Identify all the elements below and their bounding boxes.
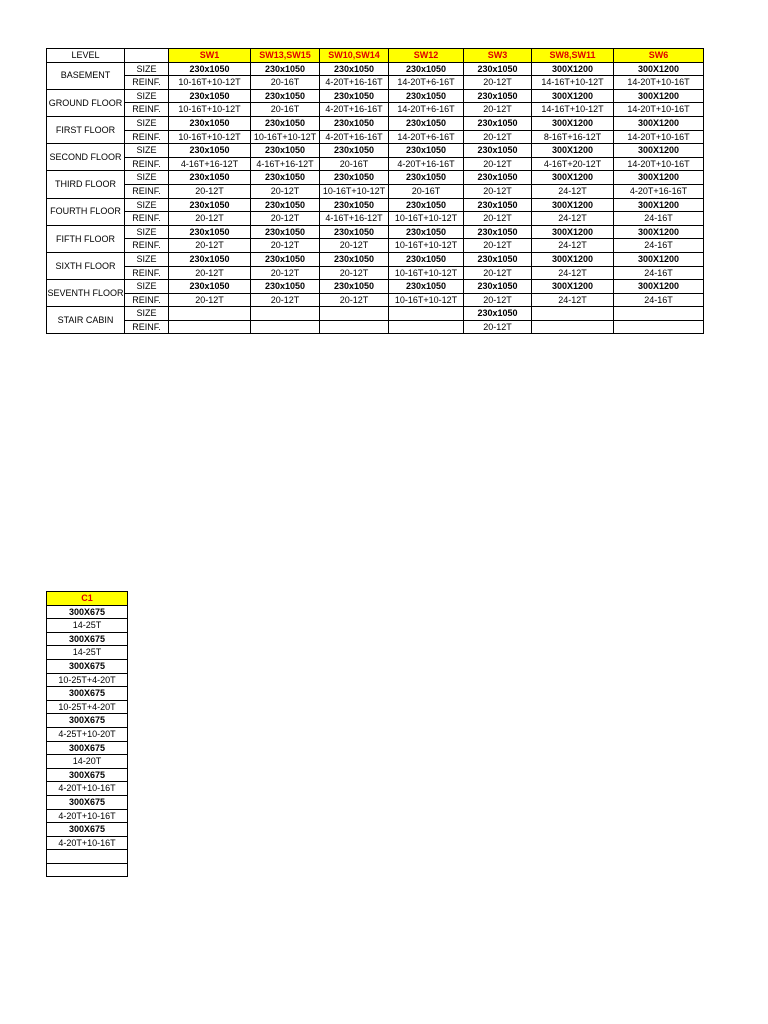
row-type-cell: SIZE xyxy=(125,89,169,103)
row-type-cell: SIZE xyxy=(125,198,169,212)
column-table-header-row xyxy=(47,592,128,606)
size-cell: 230x1050 xyxy=(389,116,464,130)
row-type-cell: SIZE xyxy=(125,171,169,185)
column-header: SW12 xyxy=(389,49,464,63)
reinf-row xyxy=(47,157,704,171)
level-name-cell: BASEMENT xyxy=(47,62,125,89)
column-header: SW1 xyxy=(169,49,251,63)
reinf-cell xyxy=(389,320,464,334)
reinf-row xyxy=(47,266,704,280)
size-cell: 230x1050 xyxy=(464,252,532,266)
reinf-cell: 4-16T+16-12T xyxy=(169,157,251,171)
size-cell: 300X1200 xyxy=(532,198,614,212)
reinf-cell: 14-20T+10-16T xyxy=(614,157,704,171)
row-type-cell: SIZE xyxy=(125,116,169,130)
reinf-cell: 24-12T xyxy=(532,239,614,253)
size-cell: 230x1050 xyxy=(389,252,464,266)
level-name-cell: SECOND FLOOR xyxy=(47,144,125,171)
reinf-cell: 4-20T+16-16T xyxy=(320,130,389,144)
reinf-row xyxy=(47,184,704,198)
reinf-cell: 20-12T xyxy=(320,239,389,253)
reinf-cell: 4-16T+16-12T xyxy=(251,157,320,171)
reinf-row xyxy=(47,293,704,307)
size-cell: 230x1050 xyxy=(169,280,251,294)
level-name-cell: FIRST FLOOR xyxy=(47,116,125,143)
size-cell: 230x1050 xyxy=(320,198,389,212)
size-cell: 300X1200 xyxy=(532,280,614,294)
column-table-row xyxy=(47,687,128,701)
column-table-cell: 300X675 xyxy=(47,714,128,728)
size-cell: 300X1200 xyxy=(532,116,614,130)
size-cell: 230x1050 xyxy=(389,144,464,158)
column-table-row xyxy=(47,632,128,646)
reinf-cell: 10-16T+10-12T xyxy=(169,103,251,117)
reinf-cell: 24-12T xyxy=(532,266,614,280)
column-table-row xyxy=(47,823,128,837)
size-cell: 300X1200 xyxy=(532,225,614,239)
size-cell: 300X1200 xyxy=(614,144,704,158)
reinf-cell: 20-12T xyxy=(251,293,320,307)
size-row xyxy=(47,198,704,212)
size-cell: 230x1050 xyxy=(320,144,389,158)
size-cell: 230x1050 xyxy=(464,225,532,239)
reinf-cell: 24-12T xyxy=(532,293,614,307)
size-cell: 230x1050 xyxy=(251,89,320,103)
reinf-cell: 20-12T xyxy=(320,266,389,280)
row-type-cell: SIZE xyxy=(125,307,169,321)
column-table-cell: 10-25T+4-20T xyxy=(47,673,128,687)
reinf-cell xyxy=(320,320,389,334)
size-cell: 230x1050 xyxy=(464,171,532,185)
size-cell: 230x1050 xyxy=(320,171,389,185)
row-type-cell: SIZE xyxy=(125,144,169,158)
level-name-cell: STAIR CABIN xyxy=(47,307,125,334)
size-cell: 230x1050 xyxy=(320,280,389,294)
reinf-cell: 14-16T+10-12T xyxy=(532,103,614,117)
row-type-cell: REINF. xyxy=(125,212,169,226)
reinf-cell: 20-12T xyxy=(320,293,389,307)
column-table-row xyxy=(47,863,128,877)
column-table-cell: 300X675 xyxy=(47,741,128,755)
size-cell: 230x1050 xyxy=(251,144,320,158)
size-cell: 230x1050 xyxy=(169,171,251,185)
column-table-row xyxy=(47,850,128,864)
row-type-cell: SIZE xyxy=(125,225,169,239)
reinf-cell: 20-12T xyxy=(169,184,251,198)
reinf-cell xyxy=(169,320,251,334)
reinf-cell: 20-12T xyxy=(464,130,532,144)
size-cell: 230x1050 xyxy=(389,225,464,239)
reinf-cell: 4-20T+16-16T xyxy=(389,157,464,171)
row-type-cell: SIZE xyxy=(125,280,169,294)
column-table-row xyxy=(47,727,128,741)
reinf-cell: 4-20T+16-16T xyxy=(614,184,704,198)
column-table-row xyxy=(47,768,128,782)
column-header: SW13,SW15 xyxy=(251,49,320,63)
reinf-row xyxy=(47,320,704,334)
size-cell: 230x1050 xyxy=(320,62,389,76)
size-cell xyxy=(251,307,320,321)
column-header: SW8,SW11 xyxy=(532,49,614,63)
size-cell: 230x1050 xyxy=(251,116,320,130)
reinf-cell: 20-12T xyxy=(169,239,251,253)
column-table-cell: 300X675 xyxy=(47,632,128,646)
reinf-cell: 10-16T+10-12T xyxy=(389,293,464,307)
size-cell xyxy=(614,307,704,321)
row-type-cell: REINF. xyxy=(125,266,169,280)
reinf-cell: 20-16T xyxy=(320,157,389,171)
reinf-cell: 10-16T+10-12T xyxy=(320,184,389,198)
size-cell: 300X1200 xyxy=(614,225,704,239)
reinf-cell: 14-20T+6-16T xyxy=(389,130,464,144)
size-cell: 230x1050 xyxy=(320,89,389,103)
reinf-cell: 14-20T+6-16T xyxy=(389,76,464,90)
size-cell: 230x1050 xyxy=(169,252,251,266)
size-cell: 230x1050 xyxy=(464,307,532,321)
column-table-cell: 300X675 xyxy=(47,768,128,782)
reinf-row xyxy=(47,239,704,253)
reinf-cell: 10-16T+10-12T xyxy=(251,130,320,144)
row-type-cell: REINF. xyxy=(125,239,169,253)
size-row xyxy=(47,307,704,321)
reinf-cell: 20-12T xyxy=(464,76,532,90)
size-cell: 230x1050 xyxy=(389,89,464,103)
size-cell: 230x1050 xyxy=(464,116,532,130)
size-row xyxy=(47,225,704,239)
shear-wall-schedule-table xyxy=(46,48,704,334)
reinf-cell: 20-12T xyxy=(251,212,320,226)
reinf-row xyxy=(47,130,704,144)
level-name-cell: FIFTH FLOOR xyxy=(47,225,125,252)
column-table-row xyxy=(47,795,128,809)
column-table-cell: 4-20T+10-16T xyxy=(47,782,128,796)
column-table-row xyxy=(47,714,128,728)
reinf-cell: 20-12T xyxy=(464,103,532,117)
reinf-cell xyxy=(532,320,614,334)
reinf-cell: 24-12T xyxy=(532,212,614,226)
reinf-cell xyxy=(251,320,320,334)
column-table-cell: 4-20T+10-16T xyxy=(47,836,128,850)
reinf-cell: 14-20T+10-16T xyxy=(614,103,704,117)
reinf-cell: 20-12T xyxy=(464,320,532,334)
size-row xyxy=(47,144,704,158)
reinf-cell: 20-16T xyxy=(251,76,320,90)
level-name-cell: SIXTH FLOOR xyxy=(47,252,125,279)
size-cell: 300X1200 xyxy=(532,171,614,185)
column-table-header: C1 xyxy=(47,592,128,606)
column-table-row xyxy=(47,755,128,769)
reinf-cell: 10-16T+10-12T xyxy=(389,212,464,226)
size-cell: 230x1050 xyxy=(320,252,389,266)
reinf-cell: 20-12T xyxy=(464,239,532,253)
column-table-cell: 14-25T xyxy=(47,619,128,633)
column-table-row xyxy=(47,809,128,823)
reinf-cell: 20-12T xyxy=(464,212,532,226)
size-row xyxy=(47,280,704,294)
column-table-cell: 300X675 xyxy=(47,823,128,837)
size-cell: 230x1050 xyxy=(464,89,532,103)
row-type-cell: REINF. xyxy=(125,103,169,117)
size-cell: 230x1050 xyxy=(464,62,532,76)
size-cell: 300X1200 xyxy=(614,171,704,185)
column-table-row xyxy=(47,700,128,714)
reinf-cell: 20-12T xyxy=(169,293,251,307)
size-cell: 230x1050 xyxy=(251,252,320,266)
reinf-cell: 10-16T+10-12T xyxy=(169,130,251,144)
reinf-cell: 10-16T+10-12T xyxy=(389,239,464,253)
reinf-cell: 20-12T xyxy=(169,266,251,280)
size-cell: 230x1050 xyxy=(320,225,389,239)
size-cell: 230x1050 xyxy=(389,62,464,76)
reinf-cell: 10-16T+10-12T xyxy=(389,266,464,280)
row-type-cell: SIZE xyxy=(125,252,169,266)
size-row xyxy=(47,89,704,103)
size-cell: 300X1200 xyxy=(614,116,704,130)
column-table-cell: 300X675 xyxy=(47,687,128,701)
level-name-cell: THIRD FLOOR xyxy=(47,171,125,198)
column-table-cell: 10-25T+4-20T xyxy=(47,700,128,714)
size-cell: 230x1050 xyxy=(169,62,251,76)
reinf-cell: 4-16T+16-12T xyxy=(320,212,389,226)
column-schedule-table xyxy=(46,591,128,877)
size-cell: 300X1200 xyxy=(532,89,614,103)
reinf-cell: 20-12T xyxy=(464,184,532,198)
reinf-cell: 20-12T xyxy=(464,157,532,171)
size-row xyxy=(47,62,704,76)
column-header: SW6 xyxy=(614,49,704,63)
reinf-cell: 24-16T xyxy=(614,266,704,280)
size-row xyxy=(47,171,704,185)
reinf-cell: 24-16T xyxy=(614,239,704,253)
size-cell: 300X1200 xyxy=(614,198,704,212)
row-type-cell: SIZE xyxy=(125,62,169,76)
size-row xyxy=(47,252,704,266)
column-table-cell: 14-20T xyxy=(47,755,128,769)
size-cell xyxy=(532,307,614,321)
row-type-cell: REINF. xyxy=(125,184,169,198)
reinf-cell: 24-16T xyxy=(614,293,704,307)
row-type-cell: REINF. xyxy=(125,157,169,171)
size-cell xyxy=(169,307,251,321)
reinf-cell: 20-16T xyxy=(251,103,320,117)
column-table-row xyxy=(47,659,128,673)
size-cell: 300X1200 xyxy=(614,89,704,103)
size-cell: 230x1050 xyxy=(169,144,251,158)
reinf-cell: 4-20T+16-16T xyxy=(320,103,389,117)
column-table-row xyxy=(47,741,128,755)
reinf-cell: 20-12T xyxy=(251,184,320,198)
column-table-row xyxy=(47,673,128,687)
size-cell: 230x1050 xyxy=(464,198,532,212)
size-cell: 230x1050 xyxy=(389,171,464,185)
size-cell: 230x1050 xyxy=(389,198,464,212)
size-cell: 230x1050 xyxy=(251,198,320,212)
row-type-cell: REINF. xyxy=(125,320,169,334)
reinf-cell: 10-16T+10-12T xyxy=(169,76,251,90)
size-cell: 230x1050 xyxy=(251,171,320,185)
size-cell: 230x1050 xyxy=(251,280,320,294)
reinf-cell: 20-12T xyxy=(251,239,320,253)
column-header: SW3 xyxy=(464,49,532,63)
column-table-cell xyxy=(47,850,128,864)
column-table-row xyxy=(47,836,128,850)
reinf-cell: 20-12T xyxy=(251,266,320,280)
reinf-cell: 24-16T xyxy=(614,212,704,226)
size-cell: 230x1050 xyxy=(251,62,320,76)
size-cell: 300X1200 xyxy=(532,144,614,158)
size-cell: 230x1050 xyxy=(464,280,532,294)
column-table-cell: 4-25T+10-20T xyxy=(47,727,128,741)
column-header: SW10,SW14 xyxy=(320,49,389,63)
size-cell: 230x1050 xyxy=(389,280,464,294)
reinf-cell: 24-12T xyxy=(532,184,614,198)
column-table-row xyxy=(47,646,128,660)
column-table-cell: 14-25T xyxy=(47,646,128,660)
size-cell: 230x1050 xyxy=(464,144,532,158)
reinf-cell: 4-20T+16-16T xyxy=(320,76,389,90)
reinf-cell: 4-16T+20-12T xyxy=(532,157,614,171)
reinf-cell: 20-16T xyxy=(389,184,464,198)
size-cell: 230x1050 xyxy=(169,198,251,212)
column-table-row xyxy=(47,782,128,796)
reinf-cell: 14-20T+10-16T xyxy=(614,76,704,90)
reinf-cell: 20-12T xyxy=(464,266,532,280)
size-cell: 300X1200 xyxy=(532,62,614,76)
reinf-cell: 14-20T+10-16T xyxy=(614,130,704,144)
size-cell: 300X1200 xyxy=(614,252,704,266)
column-table-row xyxy=(47,605,128,619)
header-row xyxy=(47,49,704,63)
column-table-cell xyxy=(47,863,128,877)
column-table-cell: 300X675 xyxy=(47,795,128,809)
reinf-cell: 20-12T xyxy=(464,293,532,307)
size-cell: 230x1050 xyxy=(320,116,389,130)
reinf-cell: 20-12T xyxy=(169,212,251,226)
reinf-cell: 14-20T+6-16T xyxy=(389,103,464,117)
size-cell: 230x1050 xyxy=(169,116,251,130)
size-cell: 230x1050 xyxy=(251,225,320,239)
column-table-cell: 300X675 xyxy=(47,605,128,619)
level-name-cell: GROUND FLOOR xyxy=(47,89,125,116)
type-header xyxy=(125,49,169,63)
size-row xyxy=(47,116,704,130)
row-type-cell: REINF. xyxy=(125,293,169,307)
size-cell xyxy=(389,307,464,321)
reinf-row xyxy=(47,212,704,226)
reinf-row xyxy=(47,103,704,117)
column-table-row xyxy=(47,619,128,633)
column-table-cell: 300X675 xyxy=(47,659,128,673)
reinf-cell: 8-16T+16-12T xyxy=(532,130,614,144)
level-header: LEVEL xyxy=(47,49,125,63)
row-type-cell: REINF. xyxy=(125,130,169,144)
size-cell xyxy=(320,307,389,321)
size-cell: 300X1200 xyxy=(532,252,614,266)
size-cell: 300X1200 xyxy=(614,280,704,294)
level-name-cell: FOURTH FLOOR xyxy=(47,198,125,225)
size-cell: 230x1050 xyxy=(169,89,251,103)
level-name-cell: SEVENTH FLOOR xyxy=(47,280,125,307)
reinf-row xyxy=(47,76,704,90)
reinf-cell xyxy=(614,320,704,334)
size-cell: 300X1200 xyxy=(614,62,704,76)
column-table-cell: 4-20T+10-16T xyxy=(47,809,128,823)
size-cell: 230x1050 xyxy=(169,225,251,239)
reinf-cell: 14-16T+10-12T xyxy=(532,76,614,90)
row-type-cell: REINF. xyxy=(125,76,169,90)
